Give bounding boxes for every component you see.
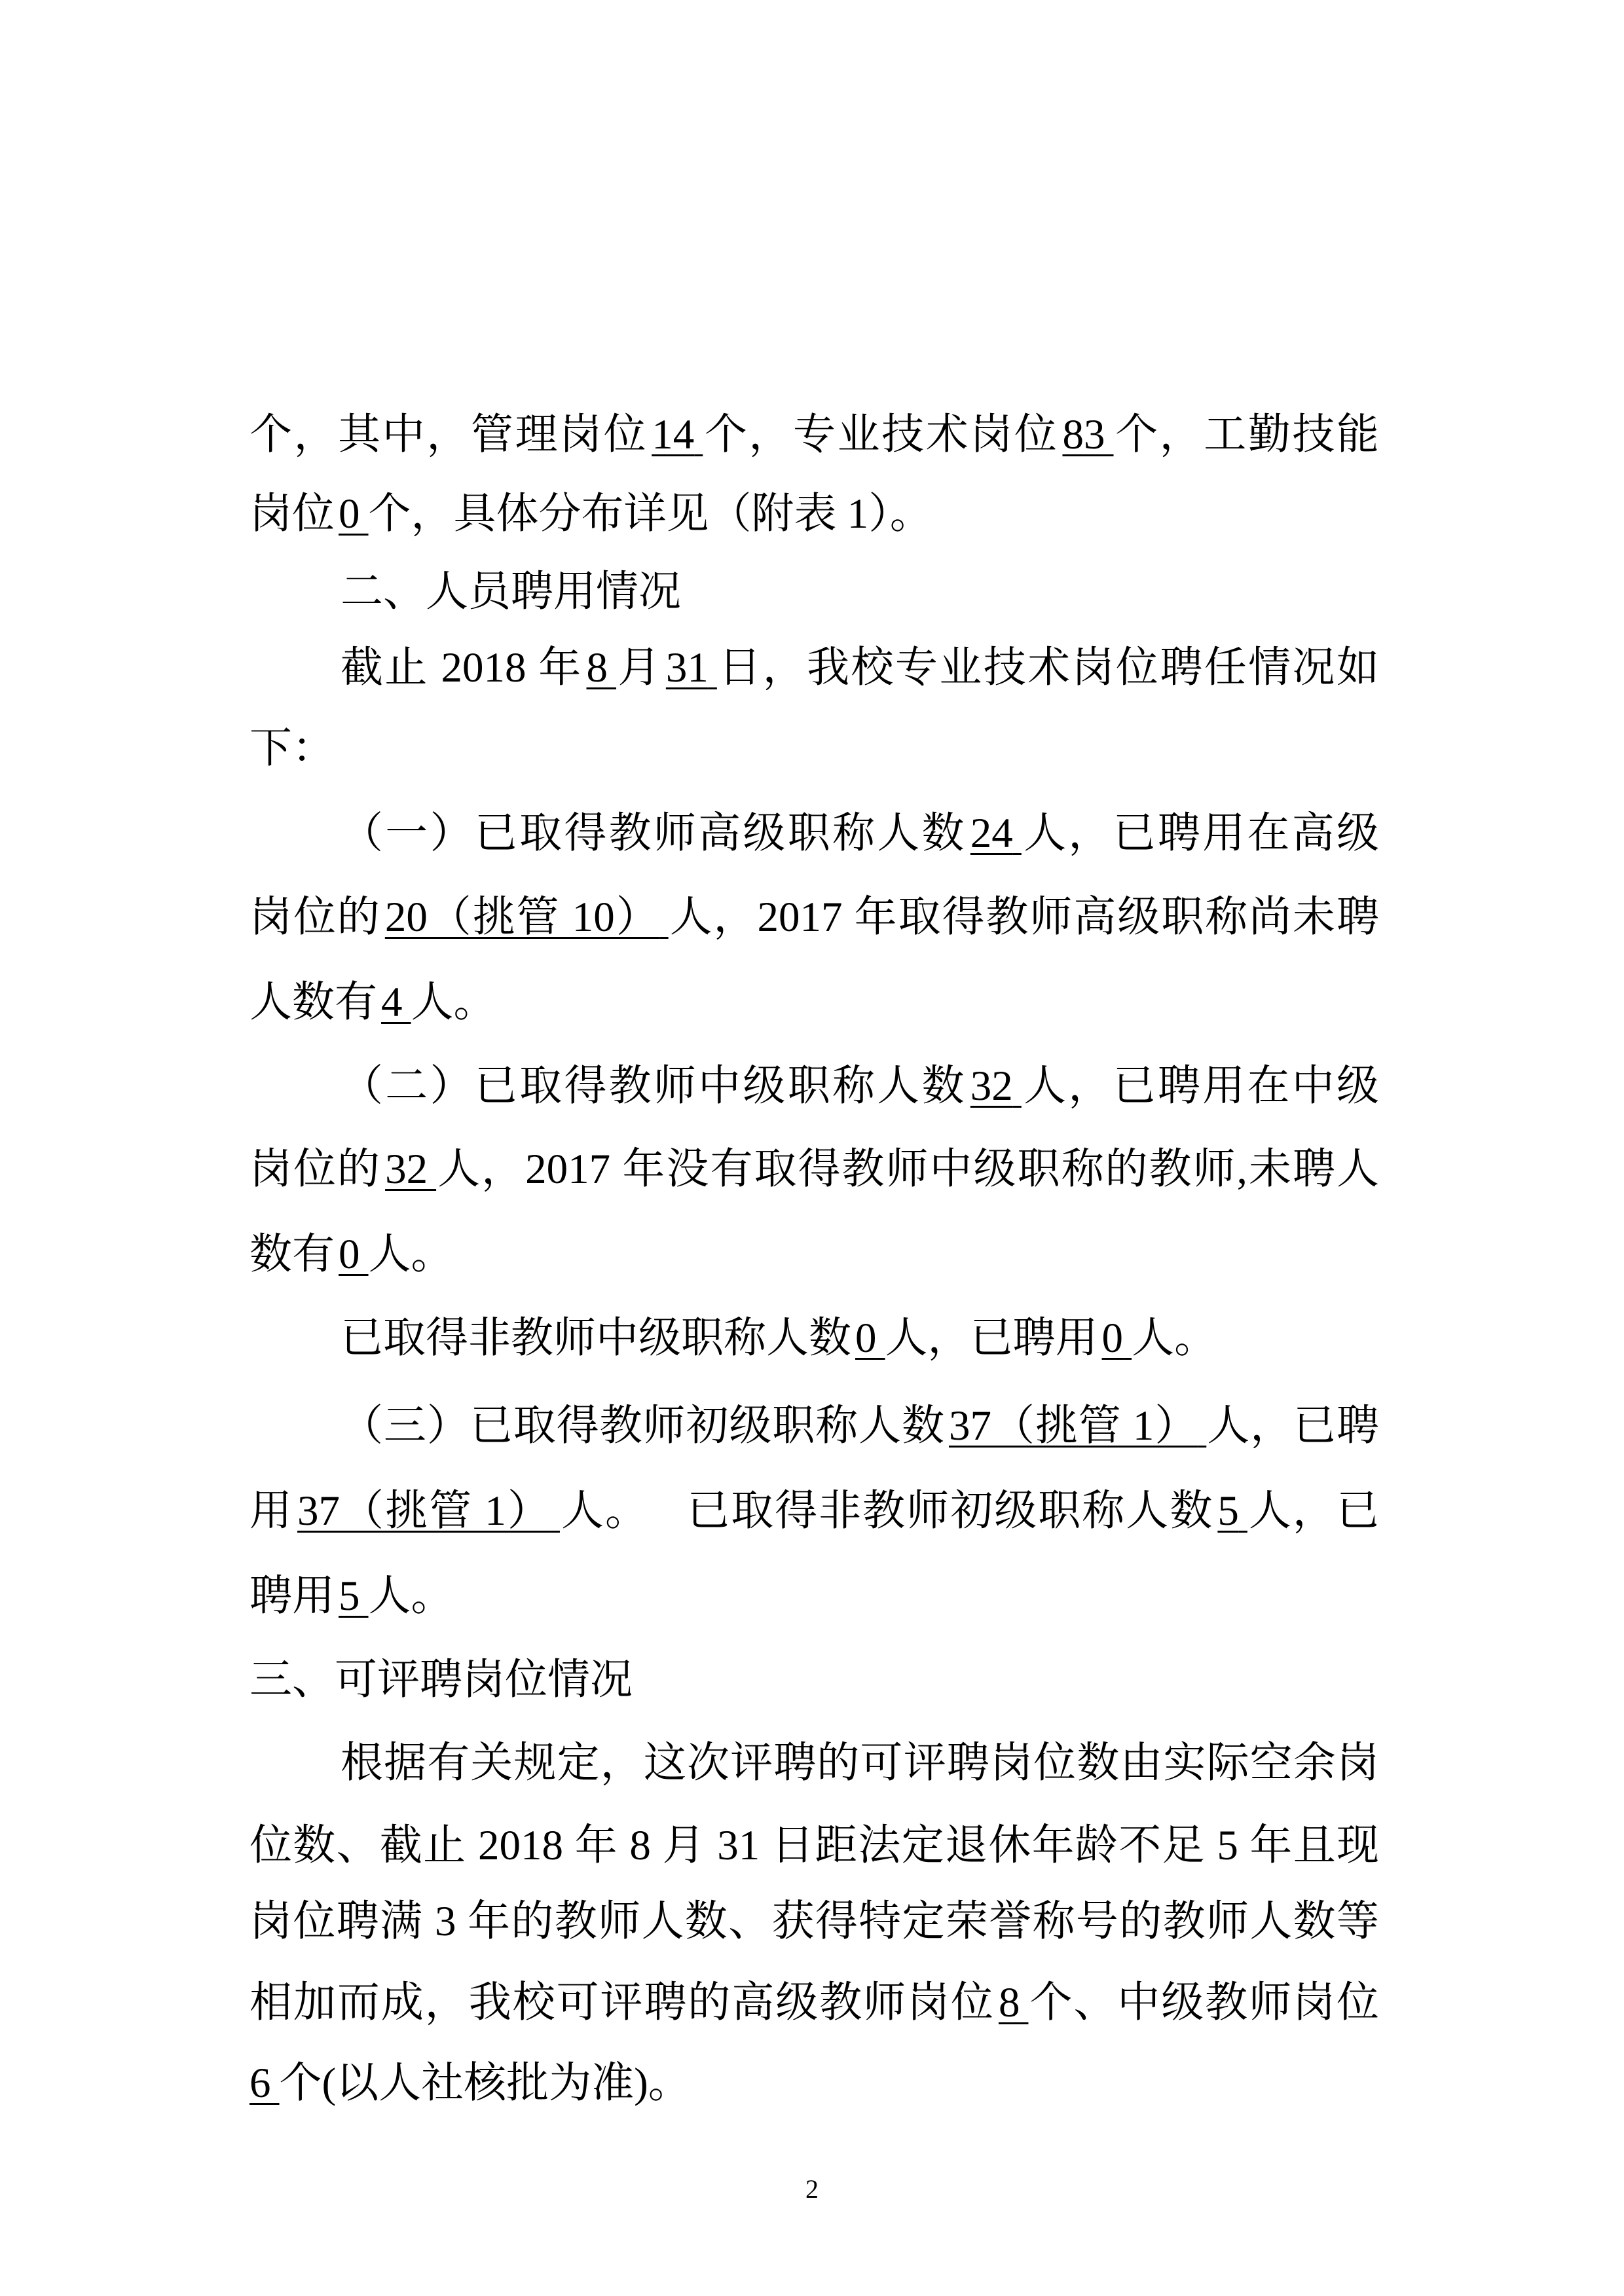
- underlined-value: 14: [652, 411, 695, 458]
- text-run: 下：: [249, 725, 335, 772]
- text-run: 岗位聘满 3 年的教师人数、获得特定荣誉称号的教师人数等: [249, 1898, 1379, 1945]
- text-run: 人，2017 年取得教师高级职称尚未聘: [668, 894, 1379, 941]
- text-run: 个，具体分布详见（附表 1）。: [368, 490, 932, 538]
- underlined-value: 24: [970, 810, 1013, 857]
- text-line: [249, 1961, 1379, 2045]
- text-run: 月: [616, 644, 662, 691]
- text-run: 根据有关规定，这次评聘的可评聘岗位数由实际空余岗: [341, 1740, 1379, 1787]
- text-run: 岗位的: [249, 1146, 382, 1193]
- text-run: 数有: [249, 1231, 335, 1278]
- text-line: [249, 1385, 1379, 1468]
- underlined-value: 31: [665, 644, 709, 691]
- text-line: [249, 792, 1379, 875]
- text-run: 人，已聘: [1206, 1402, 1379, 1449]
- text-run: 已取得非教师中级职称人数: [341, 1315, 852, 1362]
- text-run: （二）已取得教师中级职称人数: [341, 1063, 967, 1110]
- underlined-value: 4: [381, 979, 403, 1026]
- text-run: 个、中级教师岗位: [1028, 1979, 1379, 2026]
- underlined-value: 8: [998, 1979, 1020, 2026]
- text-line: [249, 1804, 1379, 1887]
- text-run: （一）已取得教师高级职称人数: [341, 810, 967, 857]
- text-line: [249, 876, 1379, 959]
- text-line: [249, 627, 1379, 710]
- underlined-value: 8: [586, 644, 608, 691]
- text-run: 岗位的: [249, 894, 381, 941]
- underlined-value: 83: [1062, 411, 1105, 458]
- text-run: 个，专业技术岗位: [703, 411, 1059, 458]
- underlined-value: 6: [249, 2060, 271, 2107]
- underlined-value: 0: [339, 1231, 360, 1278]
- text-run: 人。: [368, 1231, 454, 1278]
- text-run: 已取得非教师初级职称人数: [686, 1487, 1214, 1535]
- text-run: 聘用: [249, 1573, 335, 1620]
- underlined-value: 5: [1217, 1487, 1239, 1535]
- page-number: 2: [805, 2174, 819, 2204]
- section-heading: 二、人员聘用情况: [341, 568, 682, 615]
- text-run: 人，2017 年没有取得教师中级职称的教师,未聘人: [436, 1146, 1379, 1193]
- underlined-value: 37（挑管 1）: [297, 1487, 551, 1535]
- text-line: [249, 961, 1379, 1044]
- text-line: [249, 1213, 1379, 1296]
- text-run: 人。: [368, 1573, 454, 1620]
- text-run: 人，已聘用在高级: [1021, 810, 1379, 857]
- text-run: （三）已取得教师初级职称人数: [341, 1402, 945, 1449]
- underlined-value: 20（挑管 10）: [384, 894, 660, 941]
- text-run: 人，已聘用在中级: [1021, 1063, 1379, 1110]
- text-line: [249, 1639, 1379, 1722]
- text-run: 人，已: [1247, 1487, 1379, 1535]
- text-run: 个，其中，管理岗位: [249, 411, 648, 458]
- text-line: [249, 1470, 1379, 1553]
- text-run: 相加而成，我校可评聘的高级教师岗位: [249, 1979, 995, 2026]
- text-run: 日，我校专业技术岗位聘任情况如: [716, 644, 1379, 691]
- text-run: 人数有: [249, 979, 378, 1026]
- text-line: [249, 1555, 1379, 1638]
- text-line: [249, 1045, 1379, 1128]
- underlined-value: 0: [855, 1315, 877, 1362]
- text-line: [249, 2042, 1379, 2125]
- text-line: [249, 1297, 1379, 1380]
- text-run: 个(以人社核批为准)。: [279, 2060, 691, 2107]
- underlined-value: 5: [339, 1573, 360, 1620]
- text-run: 截止 2018 年: [341, 644, 583, 691]
- underlined-value: 32: [970, 1063, 1013, 1110]
- text-line: [249, 393, 1379, 477]
- text-run: 位数、截止 2018 年 8 月 31 日距法定退休年龄不足 5 年且现: [249, 1822, 1379, 1869]
- text-run: 人。: [411, 979, 496, 1026]
- text-run: 人。: [1132, 1315, 1217, 1362]
- text-run: 个，工勤技能: [1113, 411, 1379, 458]
- text-line: [249, 1880, 1379, 1963]
- underlined-value: 0: [1101, 1315, 1124, 1362]
- text-line: [249, 1722, 1379, 1805]
- text-run: 用: [249, 1487, 294, 1535]
- text-run: 人。: [559, 1487, 650, 1535]
- underlined-value: 37（挑管 1）: [949, 1402, 1198, 1449]
- text-line: [249, 1128, 1379, 1211]
- text-line: [249, 707, 1379, 790]
- text-run: 岗位: [249, 490, 335, 538]
- text-run: 人，已聘用: [885, 1315, 1098, 1362]
- section-heading: 三、可评聘岗位情况: [249, 1656, 633, 1704]
- underlined-value: 32: [385, 1146, 428, 1193]
- underlined-value: 0: [339, 490, 360, 538]
- text-line: [249, 473, 1379, 556]
- text-line: [249, 551, 1379, 634]
